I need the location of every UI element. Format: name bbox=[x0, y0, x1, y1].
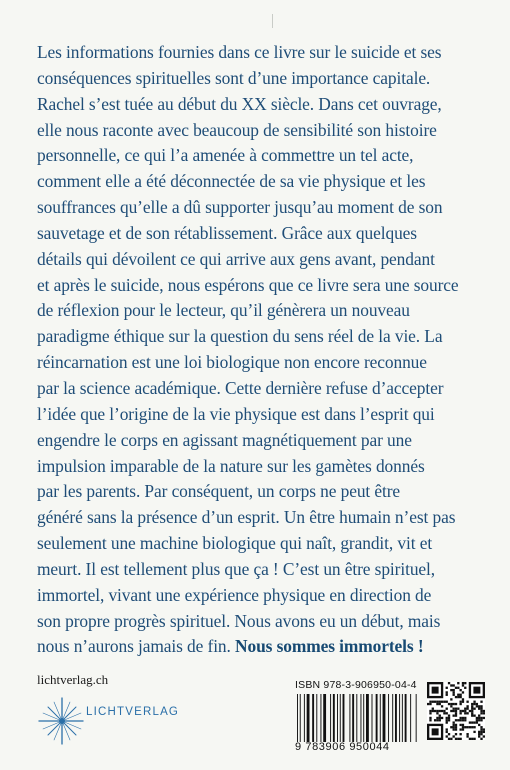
barcode-digits: 9 783906 950044 bbox=[295, 741, 390, 753]
blurb-line: paradigme éthique sur la question du sens réel de la vie. La bbox=[37, 326, 443, 347]
blurb-line: de réflexion pour le lecteur, qu’il génèrera un nouveau bbox=[37, 300, 410, 321]
blurb-line: personnelle, ce qui l’a amenée à commettre un tel acte, bbox=[37, 145, 414, 166]
blurb-line: réincarnation est une loi biologique non encore reconnue bbox=[37, 352, 427, 373]
barcode bbox=[297, 694, 422, 742]
blurb-last-line bbox=[37, 634, 482, 660]
fold-mark bbox=[272, 14, 273, 28]
blurb-line: par la science académique. Cette dernière refuse d’accepter bbox=[37, 377, 444, 398]
blurb-line: comment elle a été déconnectée de sa vie physique et les bbox=[37, 171, 426, 192]
blurb-text bbox=[37, 40, 482, 660]
star-logo-icon bbox=[37, 696, 107, 746]
blurb-line: et après le suicide, nous espérons que ce livre sera une source bbox=[37, 274, 459, 295]
blurb-line: par les parents. Par conséquent, un corps ne peut être bbox=[37, 481, 401, 502]
blurb-paragraph bbox=[37, 40, 482, 660]
blurb-line: immortel, vivant une expérience physique en direction de bbox=[37, 584, 432, 605]
blurb-line: Les informations fournies dans ce livre sur le suicide et ses bbox=[37, 42, 442, 62]
blurb-line: engendre le corps en agissant magnétiquement par une bbox=[37, 429, 412, 450]
blurb-line: conséquences spirituelles sont d’une importance capitale. bbox=[37, 67, 431, 88]
isbn-label: ISBN 978-3-906950-04-4 bbox=[295, 679, 417, 691]
closing-slogan: Nous sommes immortels ! bbox=[235, 636, 424, 657]
publisher-website: lichtverlag.ch bbox=[37, 672, 109, 687]
blurb-line: l’idée que l’origine de la vie physique est dans l’esprit qui bbox=[37, 403, 435, 424]
blurb-line: meurt. Il est tellement plus que ça ! C’est un être spirituel, bbox=[37, 558, 436, 579]
blurb-line: Rachel s’est tuée au début du XX siècle. Dans cet ouvrage, bbox=[37, 93, 442, 114]
publisher-block bbox=[37, 672, 180, 718]
blurb-last-line-plain: nous n’aurons jamais de fin. bbox=[37, 636, 236, 657]
blurb-line: généré sans la présence d’un esprit. Un être humain n’est pas bbox=[37, 507, 456, 528]
blurb-line: elle nous raconte avec beaucoup de sensibilité son histoire bbox=[37, 119, 437, 140]
blurb-line: sauvetage et de son rétablissement. Grâce aux quelques bbox=[37, 222, 417, 243]
publisher-name: LICHTVERLAG bbox=[86, 706, 180, 718]
blurb-line: souffrances qu’elle a dû supporter jusqu’au moment de son bbox=[37, 197, 443, 218]
blurb-line: seulement une machine biologique qui naît, grandit, vit et bbox=[37, 533, 433, 554]
blurb-line: impulsion imparable de la nature sur les gamètes donnés bbox=[37, 455, 425, 476]
blurb-line: détails qui dévoilent ce qui arrive aux gens avant, pendant bbox=[37, 248, 435, 269]
qr-code bbox=[427, 682, 485, 740]
blurb-line: son propre progrès spirituel. Nous avons eu un début, mais bbox=[37, 610, 441, 631]
isbn-block bbox=[295, 679, 425, 753]
